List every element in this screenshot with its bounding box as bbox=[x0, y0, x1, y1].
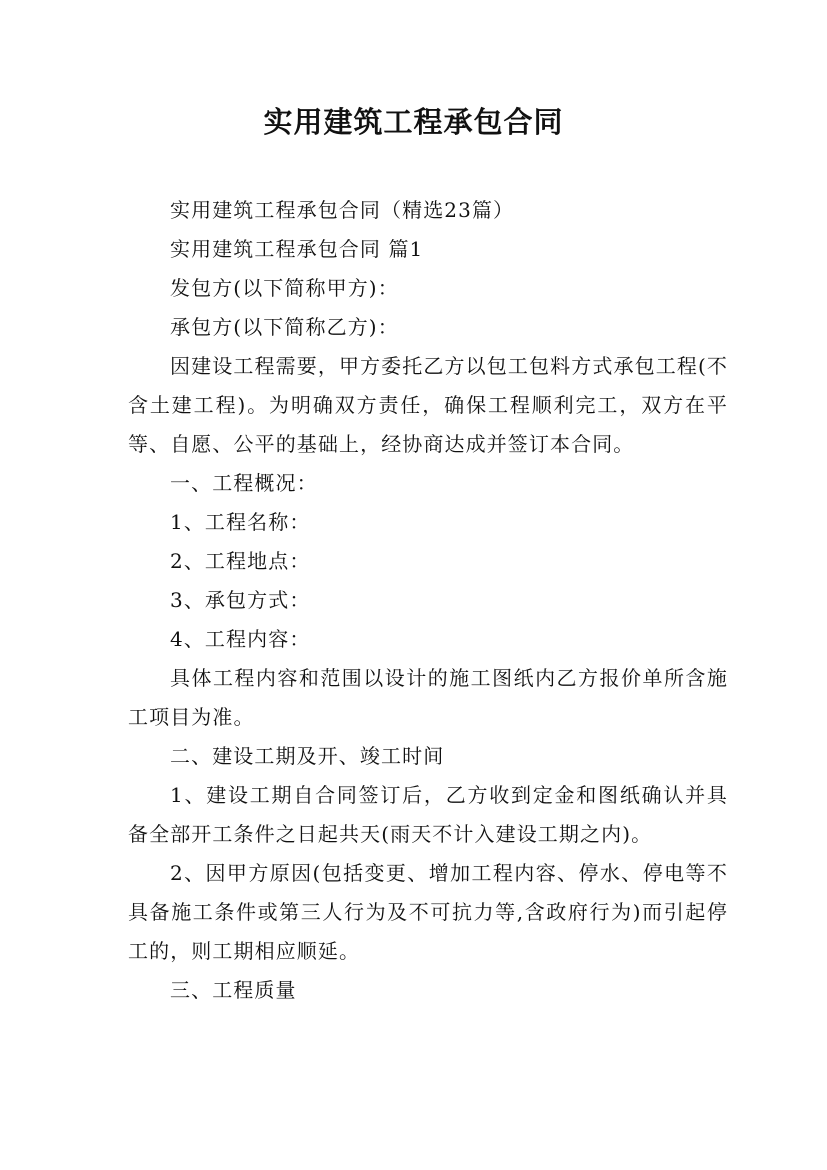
paragraph-article-heading: 实用建筑工程承包合同 篇1 bbox=[170, 237, 424, 261]
paragraph-scope: 具体工程内容和范围以设计的施工图纸内乙方报价单所含施工项目为准。 bbox=[128, 666, 728, 729]
paragraph-subtitle: 实用建筑工程承包合同（精选23篇） bbox=[170, 198, 515, 222]
section-heading-quality: 三、工程质量 bbox=[170, 978, 297, 1002]
section-heading-schedule: 二、建设工期及开、竣工时间 bbox=[170, 744, 445, 768]
paragraph-project-name: 1、工程名称： bbox=[170, 510, 311, 534]
document-body bbox=[128, 191, 728, 1010]
section-heading-overview: 一、工程概况： bbox=[170, 471, 318, 495]
paragraph-party-b: 承包方(以下简称乙方)： bbox=[170, 315, 399, 339]
document-title: 实用建筑工程承包合同 bbox=[263, 105, 564, 139]
paragraph-schedule-2: 2、因甲方原因(包括变更、增加工程内容、停水、停电等不具备施工条件或第三人行为及不可抗力等,含政府行为)而引起停工的，则工期相应顺延。 bbox=[128, 861, 728, 963]
paragraph-schedule-1: 1、建设工期自合同签订后，乙方收到定金和图纸确认并具备全部开工条件之日起共天(雨天不计入建设工期之内)。 bbox=[128, 783, 728, 846]
paragraph-project-content: 4、工程内容： bbox=[170, 627, 311, 651]
paragraph-project-location: 2、工程地点： bbox=[170, 549, 311, 573]
paragraph-preamble: 因建设工程需要，甲方委托乙方以包工包料方式承包工程(不含土建工程)。为明确双方责任，确保工程顺利完工，双方在平等、自愿、公平的基础上，经协商达成并签订本合同。 bbox=[128, 354, 728, 456]
paragraph-contract-method: 3、承包方式： bbox=[170, 588, 311, 612]
paragraph-party-a: 发包方(以下简称甲方)： bbox=[170, 276, 399, 300]
